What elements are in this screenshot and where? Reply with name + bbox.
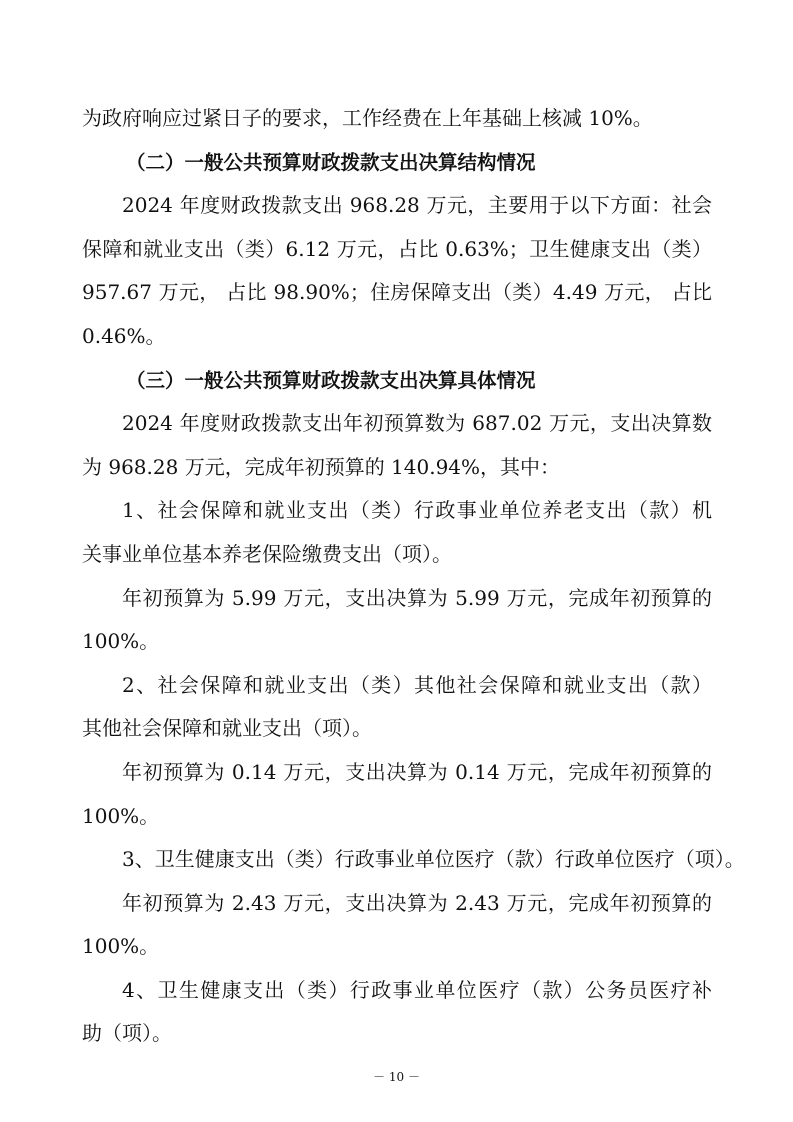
paragraph (82, 577, 712, 664)
text-line: 2024 年度财政拨款支出 968.28 万元，主要用于以下方面：社会 (122, 193, 712, 218)
text-line: 为 968.28 万元，完成年初预算的 140.94%，其中： (82, 454, 561, 479)
paragraph (82, 751, 712, 838)
text-line: 100%。 (82, 803, 160, 828)
page-number: － 10 － (373, 1070, 420, 1084)
paragraph (82, 882, 712, 969)
text-line: （三）一般公共预算财政拨款支出决算具体情况 (126, 368, 536, 392)
text-line: 2、社会保障和就业支出（类）其他社会保障和就业支出（款） (122, 672, 712, 697)
paragraph (82, 489, 712, 576)
text-line: 2024 年度财政拨款支出年初预算数为 687.02 万元，支出决算数 (122, 411, 712, 436)
text-line: 1、社会保障和就业支出（类）行政事业单位养老支出（款）机 (122, 498, 712, 523)
paragraph (82, 97, 712, 141)
text-line: （二）一般公共预算财政拨款支出决算结构情况 (126, 150, 536, 174)
paragraph (82, 402, 712, 489)
section-heading (82, 141, 712, 185)
text-line: 为政府响应过紧日子的要求，工作经费在上年基础上核减 10%。 (82, 106, 653, 130)
paragraph (82, 969, 712, 1056)
text-line: 保障和就业支出（类）6.12 万元，占比 0.63%；卫生健康支出（类） (82, 236, 712, 261)
text-line: 3、卫生健康支出（类）行政事业单位医疗（款）行政单位医疗（项）。 (122, 847, 745, 872)
paragraph (82, 184, 712, 358)
paragraph (82, 838, 745, 882)
document-body (82, 97, 745, 1056)
text-line: 年初预算为 2.43 万元，支出决算为 2.43 万元，完成年初预算的 (122, 890, 712, 915)
text-line: 0.46%。 (82, 323, 166, 348)
section-heading (82, 359, 712, 403)
paragraph (82, 664, 712, 751)
text-line: 100%。 (82, 934, 160, 959)
text-line: 年初预算为 0.14 万元，支出决算为 0.14 万元，完成年初预算的 (122, 759, 712, 784)
text-line: 4、卫生健康支出（类）行政事业单位医疗（款）公务员医疗补 (122, 977, 712, 1002)
text-line: 957.67 万元， 占比 98.90%；住房保障支出（类）4.49 万元， 占比 (82, 280, 712, 305)
text-line: 年初预算为 5.99 万元，支出决算为 5.99 万元，完成年初预算的 (122, 585, 712, 610)
text-line: 100%。 (82, 629, 160, 654)
text-line: 其他社会保障和就业支出（项）。 (82, 716, 372, 741)
text-line: 助（项）。 (82, 1021, 172, 1046)
text-line: 关事业单位基本养老保险缴费支出（项）。 (82, 541, 452, 566)
